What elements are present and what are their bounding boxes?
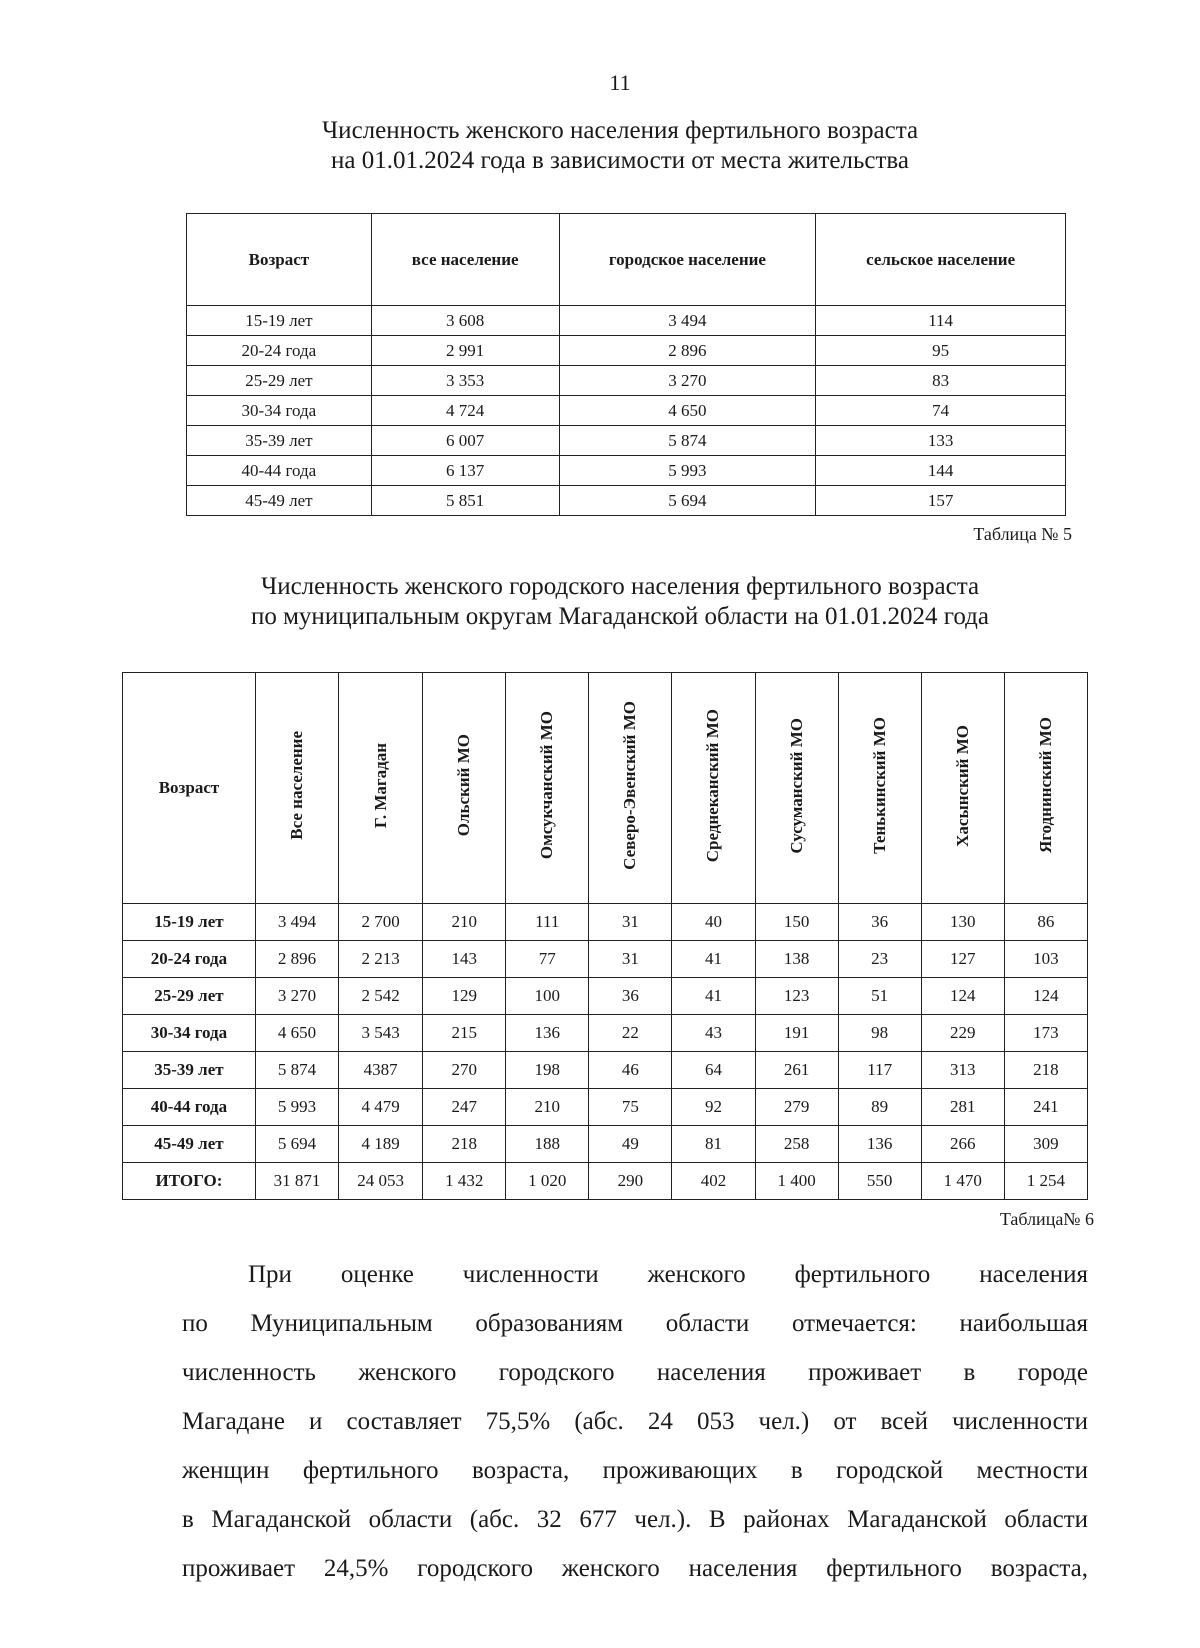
table5-row	[187, 336, 1066, 366]
table6-value-cell: 1 470	[921, 1163, 1004, 1200]
table6-value-cell: 3 270	[255, 978, 338, 1015]
table6-value-cell: 1 254	[1004, 1163, 1087, 1200]
table5-value-cell: 83	[816, 366, 1066, 396]
paragraph-line: Магадане и составляет 75,5% (абс. 24 053 чел.) от всей численности	[182, 1408, 1088, 1435]
table6-value-cell: 136	[506, 1015, 589, 1052]
table5-value-cell: 3 353	[371, 366, 559, 396]
paragraph-line: по Муниципальным образованиям области отмечается: наибольшая	[182, 1310, 1088, 1337]
table6-header-cell	[1004, 673, 1087, 904]
table6-header-label: Омсукчанский МО	[537, 711, 557, 860]
table5-value-cell: 3 608	[371, 306, 559, 336]
table6-value-cell: 313	[921, 1052, 1004, 1089]
table5-header-cell: все население	[371, 214, 559, 306]
table6-value-cell: 127	[921, 941, 1004, 978]
paragraph-line: численность женского городского населения проживает в городе	[182, 1359, 1088, 1386]
table5-header-cell: Возраст	[187, 214, 372, 306]
table6-value-cell: 4 189	[339, 1126, 423, 1163]
table6-value-cell: 111	[506, 904, 589, 941]
table6-header-label: Северо-Эвенский МО	[620, 701, 640, 870]
table6-value-cell: 3 543	[339, 1015, 423, 1052]
table6-header-cell: Возраст	[123, 673, 256, 904]
table6-value-cell: 31 871	[255, 1163, 338, 1200]
table5-row	[187, 396, 1066, 426]
table5-value-cell: 5 694	[559, 486, 816, 516]
table6-header-label: Сусуманский МО	[786, 717, 806, 854]
table5-value-cell: 133	[816, 426, 1066, 456]
table6	[122, 672, 1088, 1200]
table6-value-cell: 75	[589, 1089, 672, 1126]
table5-caption: Таблица № 5	[973, 524, 1072, 544]
table6-value-cell: 129	[423, 978, 506, 1015]
table6-value-cell: 92	[672, 1089, 755, 1126]
table5-age-cell: 45-49 лет	[187, 486, 372, 516]
table6-value-cell: 2 700	[339, 904, 423, 941]
table6-value-cell: 266	[921, 1126, 1004, 1163]
table6-header-label: Ягоднинский МО	[1035, 717, 1055, 854]
table6-header-label: Хасынский МО	[952, 724, 972, 847]
table5-title	[0, 116, 1200, 176]
table6-header-cell	[589, 673, 672, 904]
table6-value-cell: 31	[589, 941, 672, 978]
table5	[186, 213, 1066, 516]
table6-value-cell: 41	[672, 941, 755, 978]
table6-value-cell: 2 896	[255, 941, 338, 978]
table6-value-cell: 188	[506, 1126, 589, 1163]
table6-age-cell: 20-24 года	[123, 941, 256, 978]
table5-age-cell: 25-29 лет	[187, 366, 372, 396]
table6-value-cell: 123	[755, 978, 838, 1015]
table6-value-cell: 138	[755, 941, 838, 978]
table5-value-cell: 4 724	[371, 396, 559, 426]
table6-age-cell: 40-44 года	[123, 1089, 256, 1126]
table6-value-cell: 1 400	[755, 1163, 838, 1200]
table5-value-cell: 5 993	[559, 456, 816, 486]
table6-value-cell: 218	[423, 1126, 506, 1163]
table6-header-cell	[339, 673, 423, 904]
table6-header-label: Среднеканский МО	[703, 708, 723, 863]
table6-row	[123, 1052, 1088, 1089]
table5-value-cell: 157	[816, 486, 1066, 516]
table6-value-cell: 23	[838, 941, 921, 978]
table6-value-cell: 143	[423, 941, 506, 978]
table5-age-cell: 30-34 года	[187, 396, 372, 426]
table6-age-cell: ИТОГО:	[123, 1163, 256, 1200]
table6-value-cell: 124	[921, 978, 1004, 1015]
table5-value-cell: 6 137	[371, 456, 559, 486]
table6-value-cell: 5 874	[255, 1052, 338, 1089]
table6-value-cell: 24 053	[339, 1163, 423, 1200]
table6-header-label: Тенькинский МО	[869, 717, 889, 854]
table5-header-row	[187, 214, 1066, 306]
table5-value-cell: 3 270	[559, 366, 816, 396]
table6-row	[123, 978, 1088, 1015]
table6-value-cell: 290	[589, 1163, 672, 1200]
table6-value-cell: 5 993	[255, 1089, 338, 1126]
table6-value-cell: 36	[838, 904, 921, 941]
table6-value-cell: 210	[506, 1089, 589, 1126]
table6-value-cell: 258	[755, 1126, 838, 1163]
table6-value-cell: 279	[755, 1089, 838, 1126]
table6-value-cell: 1 020	[506, 1163, 589, 1200]
table6-value-cell: 4387	[339, 1052, 423, 1089]
table6-header-cell	[838, 673, 921, 904]
table6-value-cell: 43	[672, 1015, 755, 1052]
table6-value-cell: 173	[1004, 1015, 1087, 1052]
table6-value-cell: 89	[838, 1089, 921, 1126]
table6-value-cell: 117	[838, 1052, 921, 1089]
table6-row	[123, 1015, 1088, 1052]
table6-value-cell: 86	[1004, 904, 1087, 941]
table5-age-cell: 20-24 года	[187, 336, 372, 366]
table6-value-cell: 31	[589, 904, 672, 941]
table6-header-row	[123, 673, 1088, 904]
table6-value-cell: 150	[755, 904, 838, 941]
table6-value-cell: 1 432	[423, 1163, 506, 1200]
table6-row	[123, 1126, 1088, 1163]
table6-age-cell: 30-34 года	[123, 1015, 256, 1052]
table6-value-cell: 77	[506, 941, 589, 978]
table6-value-cell: 124	[1004, 978, 1087, 1015]
table6-value-cell: 2 542	[339, 978, 423, 1015]
table6-value-cell: 210	[423, 904, 506, 941]
table6-header-cell	[255, 673, 338, 904]
table6-row	[123, 941, 1088, 978]
table6-value-cell: 136	[838, 1126, 921, 1163]
table6-title-line: по муниципальным округам Магаданской области на 01.01.2024 года	[250, 603, 989, 630]
table6-value-cell: 41	[672, 978, 755, 1015]
table5-row	[187, 366, 1066, 396]
table6-value-cell: 218	[1004, 1052, 1087, 1089]
table5-value-cell: 114	[816, 306, 1066, 336]
table5-value-cell: 2 991	[371, 336, 559, 366]
table6-value-cell: 98	[838, 1015, 921, 1052]
table6-value-cell: 5 694	[255, 1126, 338, 1163]
table6-value-cell: 247	[423, 1089, 506, 1126]
table6-age-cell: 45-49 лет	[123, 1126, 256, 1163]
paragraph-line: женщин фертильного возраста, проживающих в городской местности	[182, 1457, 1088, 1484]
table6-value-cell: 198	[506, 1052, 589, 1089]
table6-header-cell	[755, 673, 838, 904]
table6-value-cell: 4 650	[255, 1015, 338, 1052]
table5-value-cell: 6 007	[371, 426, 559, 456]
table6-value-cell: 309	[1004, 1126, 1087, 1163]
table5-row	[187, 486, 1066, 516]
table6-value-cell: 270	[423, 1052, 506, 1089]
table6-value-cell: 229	[921, 1015, 1004, 1052]
table5-value-cell: 2 896	[559, 336, 816, 366]
table6-value-cell: 241	[1004, 1089, 1087, 1126]
table5-header-cell: городское население	[559, 214, 816, 306]
table6-header-label: Ольский МО	[454, 734, 474, 837]
table6-row	[123, 1089, 1088, 1126]
table6-row	[123, 1163, 1088, 1200]
table5-age-cell: 15-19 лет	[187, 306, 372, 336]
table6-header-label: Г. Магадан	[370, 742, 390, 829]
page-number: 11	[609, 70, 631, 95]
table5-title-line: Численность женского населения фертильного возраста	[321, 117, 919, 144]
table5-value-cell: 95	[816, 336, 1066, 366]
table6-value-cell: 81	[672, 1126, 755, 1163]
table6-value-cell: 46	[589, 1052, 672, 1089]
table5-value-cell: 144	[816, 456, 1066, 486]
table6-header-label: Все население	[286, 731, 306, 840]
table6-value-cell: 64	[672, 1052, 755, 1089]
table6-value-cell: 49	[589, 1126, 672, 1163]
table5-value-cell: 5 874	[559, 426, 816, 456]
table6-value-cell: 191	[755, 1015, 838, 1052]
table5-value-cell: 74	[816, 396, 1066, 426]
table5-row	[187, 306, 1066, 336]
paragraph-line: При оценке численности женского фертильного населения	[248, 1261, 1088, 1288]
table5-row	[187, 456, 1066, 486]
table6-value-cell: 22	[589, 1015, 672, 1052]
table6-value-cell: 215	[423, 1015, 506, 1052]
table6-header-cell	[423, 673, 506, 904]
table6-age-cell: 35-39 лет	[123, 1052, 256, 1089]
table6-value-cell: 51	[838, 978, 921, 1015]
paragraph-line: в Магаданской области (абс. 32 677 чел.). В районах Магаданской области	[182, 1506, 1088, 1533]
table6-header-cell	[506, 673, 589, 904]
table5-value-cell: 5 851	[371, 486, 559, 516]
table6-value-cell: 130	[921, 904, 1004, 941]
table6-age-cell: 15-19 лет	[123, 904, 256, 941]
table6-header-cell	[921, 673, 1004, 904]
table6-value-cell: 550	[838, 1163, 921, 1200]
table6-value-cell: 4 479	[339, 1089, 423, 1126]
table6-value-cell: 40	[672, 904, 755, 941]
table5-age-cell: 35-39 лет	[187, 426, 372, 456]
table6-title	[0, 572, 1200, 632]
paragraph-line: проживает 24,5% городского женского населения фертильного возраста,	[182, 1555, 1088, 1582]
table6-value-cell: 100	[506, 978, 589, 1015]
table6-value-cell: 103	[1004, 941, 1087, 978]
table5-title-line: на 01.01.2024 года в зависимости от места жительства	[331, 147, 909, 174]
table6-value-cell: 402	[672, 1163, 755, 1200]
body-paragraph	[182, 1250, 1088, 1593]
table5-row	[187, 426, 1066, 456]
table6-value-cell: 2 213	[339, 941, 423, 978]
table6-value-cell: 36	[589, 978, 672, 1015]
table6-value-cell: 3 494	[255, 904, 338, 941]
table6-caption: Таблица№ 6	[999, 1209, 1094, 1229]
table6-age-cell: 25-29 лет	[123, 978, 256, 1015]
table6-row	[123, 904, 1088, 941]
table6-value-cell: 261	[755, 1052, 838, 1089]
table6-title-line: Численность женского городского населения фертильного возраста	[260, 573, 980, 600]
table6-value-cell: 281	[921, 1089, 1004, 1126]
table5-header-cell: сельское население	[816, 214, 1066, 306]
table5-value-cell: 4 650	[559, 396, 816, 426]
table6-header-cell	[672, 673, 755, 904]
table5-value-cell: 3 494	[559, 306, 816, 336]
table5-age-cell: 40-44 года	[187, 456, 372, 486]
